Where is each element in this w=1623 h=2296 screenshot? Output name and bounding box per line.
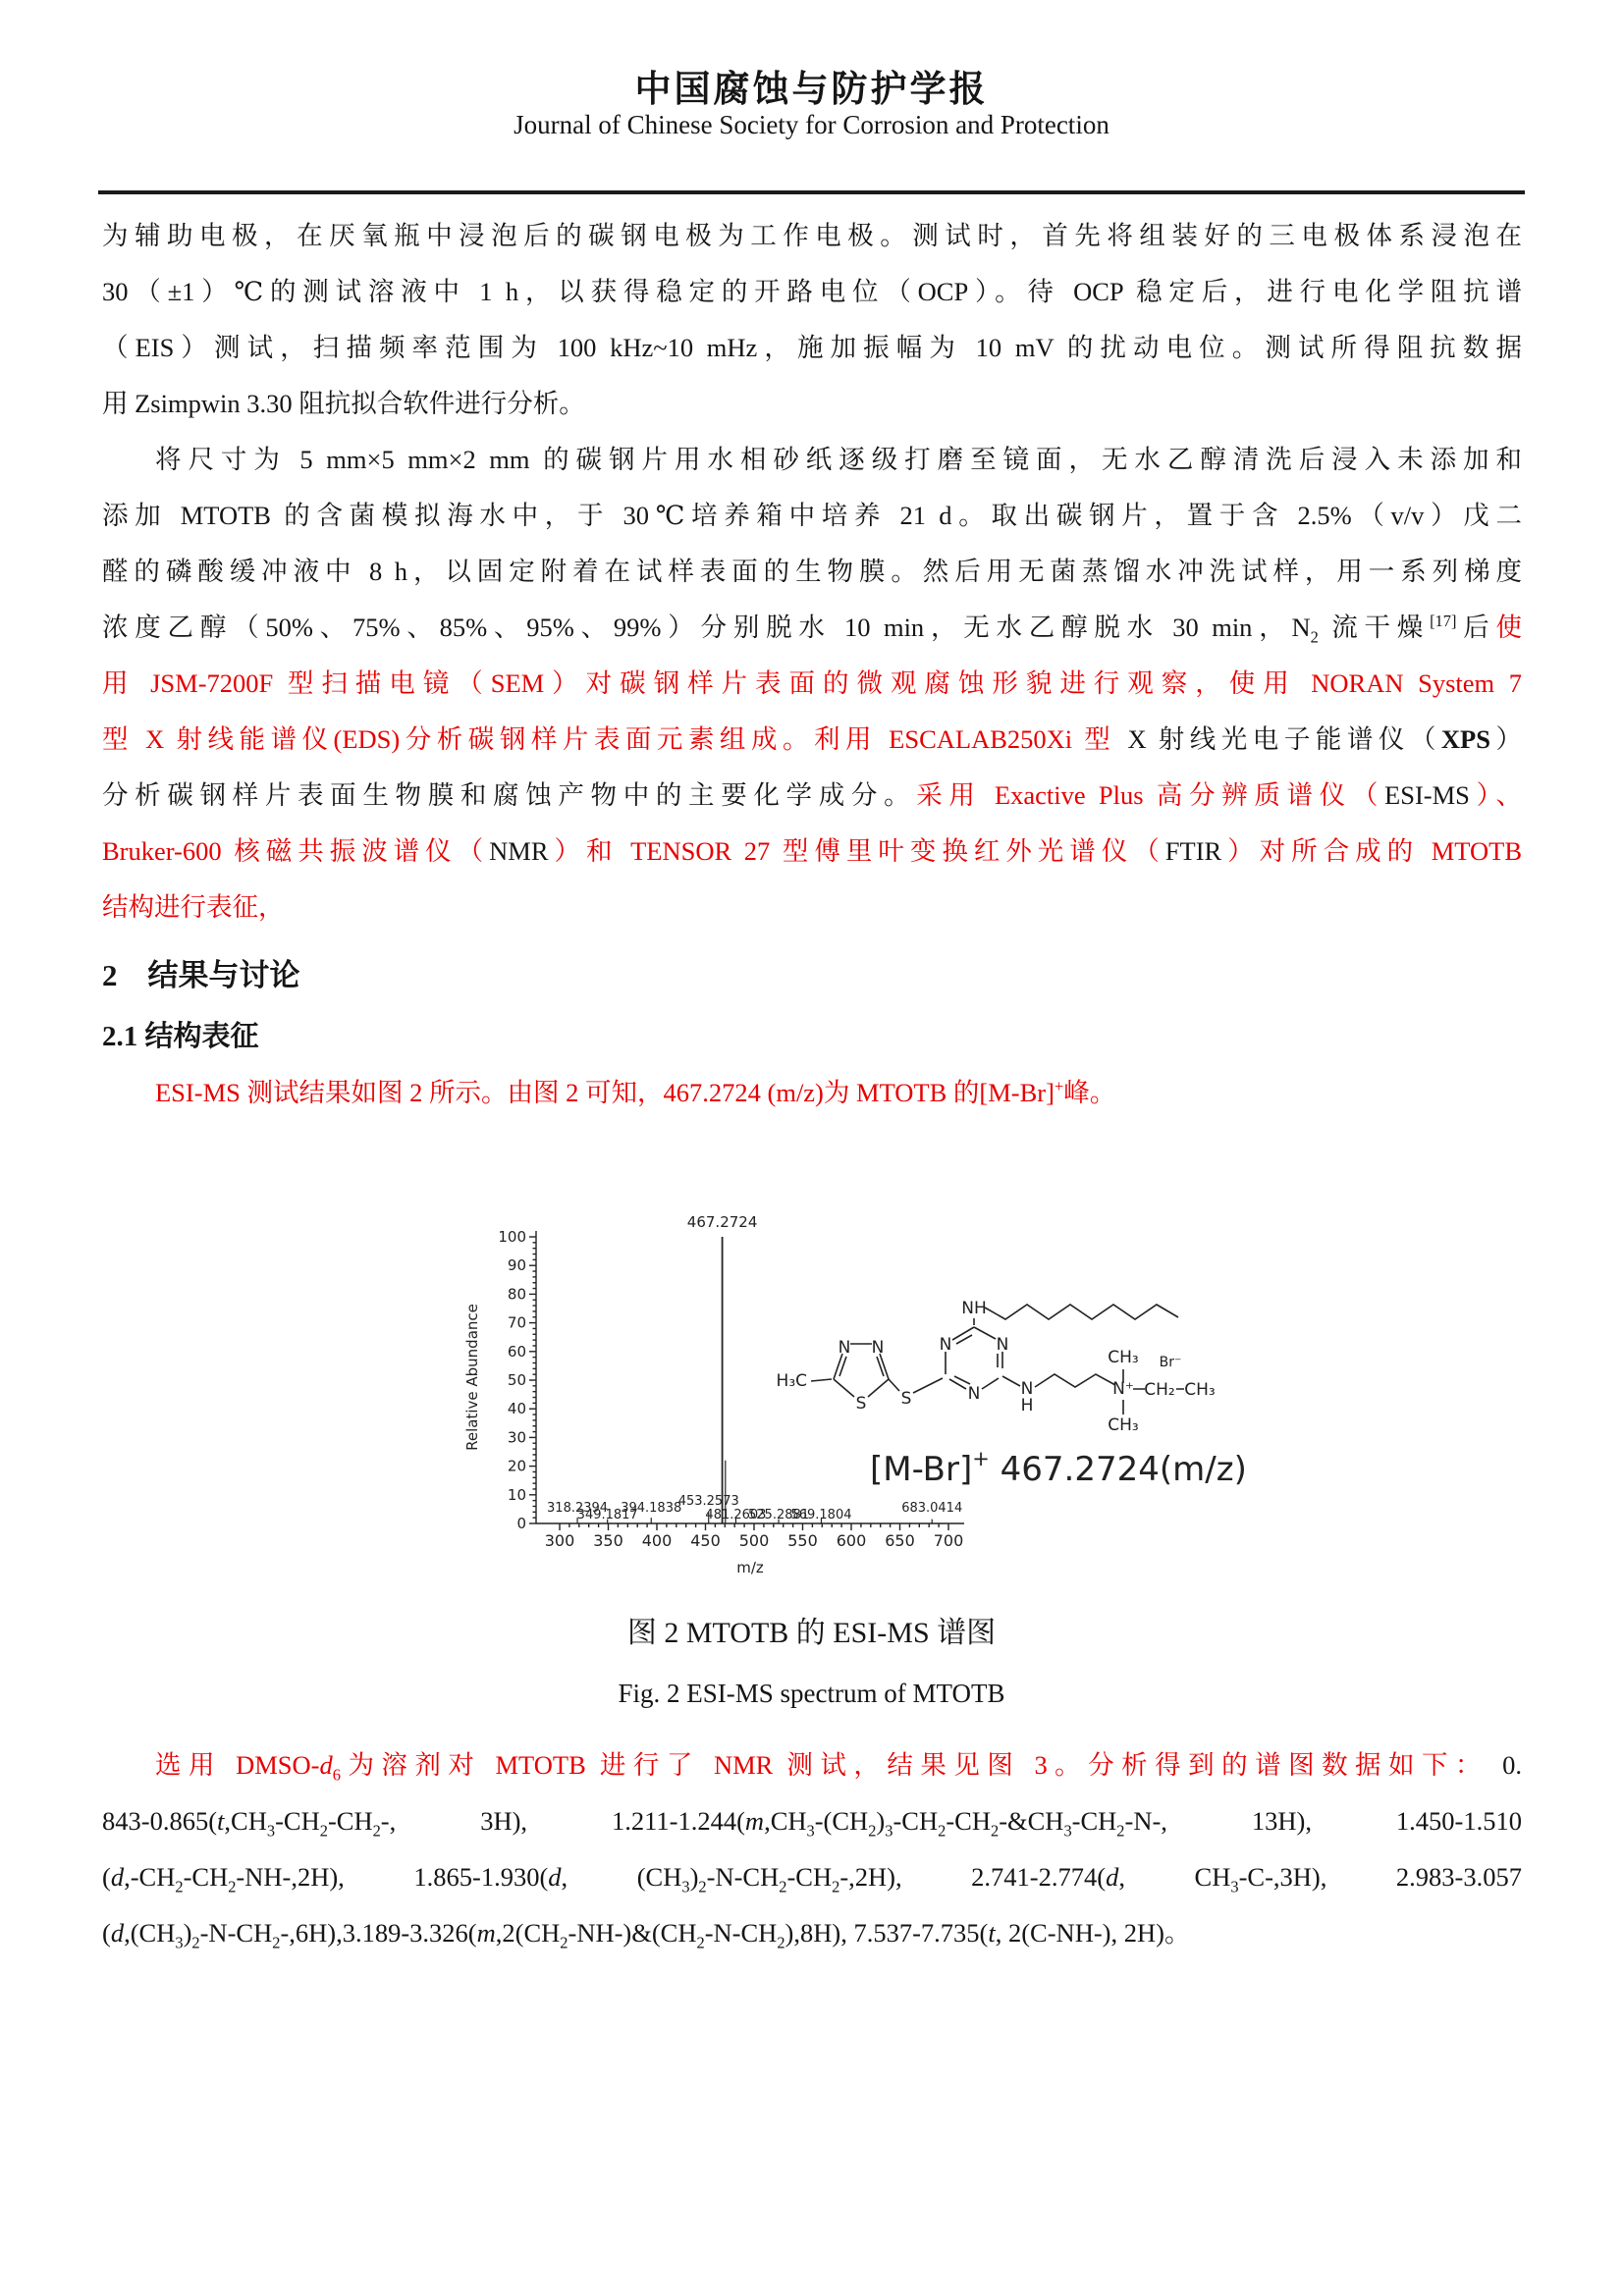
atom-label: N [871,1338,885,1358]
text-line: $843-0.865(t,CH_3-CH_2-CH_2-$, 3H), $1.211-1.244(m,CH_3-(CH_2)_3-CH_2-CH_2-\&CH_3-CH_2-N-$, 13H), 1.450-1.510 [102,1806,1522,1841]
peak-label: 453.2573 [677,1494,739,1509]
text-line: $(d,(CH_3)_2-N-CH_2-,6H),3.189-3.326(m,2(CH_2-NH-)\&(CH_2-N-CH_2),8H)$, 7.537-7.735(t, 2(C-NH-), 2H)。 [102,1918,1191,1952]
y-tick-label: 90 [507,1256,526,1275]
atom-label: N⁺ [1112,1379,1134,1399]
ion-annotation: [M-Br]+ 467.2724(m/z) [870,1447,1247,1489]
atom-label: H [1020,1396,1034,1415]
header-rule [98,190,1525,194]
peak-label: 318.2394 [547,1501,609,1516]
journal-title-zh: 中国腐蚀与防护学报 [634,70,989,110]
peak-label: 683.0414 [901,1501,963,1516]
triazine-double-bonds [954,1335,998,1384]
peak-label: 569.1804 [790,1508,852,1522]
peak-label: 394.1838 [621,1501,682,1516]
atom-label: NH [961,1299,987,1318]
atom-label: CH₂ [1144,1380,1175,1400]
x-tick-label: 550 [787,1531,818,1550]
text-line: 将尺寸为 5 mm×5 mm×2 mm 的碳钢片用水相砂纸逐级打磨至镜面，无水乙醇清洗后浸入未添加和 [155,445,1522,474]
atom-label: N [967,1384,981,1404]
x-tick-label: 500 [738,1531,770,1550]
text-line: 添加 MTOTB 的含菌模拟海水中，于 30℃培养箱中培养 21 d。取出碳钢片，置于含 2.5%（v/v）戊二 [102,501,1522,530]
y-tick-label: 50 [507,1371,526,1389]
atom-label: CH₃ [1184,1380,1216,1400]
text-line: Bruker-600 核磁共振波谱仪（NMR）和 TENSOR 27 型傅里叶变换红外光谱仪（FTIR）对所合成的 MTOTB [102,836,1522,866]
y-axis-title: Relative Abundance [463,1304,481,1451]
triazine-ring-bonds [946,1327,1002,1389]
atom-label: N [1020,1379,1034,1399]
y-tick-label: 10 [507,1485,526,1504]
x-tick-label: 600 [836,1531,867,1550]
x-tick-label: 400 [641,1531,673,1550]
peak-label: 349.1817 [576,1508,638,1522]
esi-ms-figure [442,1207,1247,1610]
amine-bond [1002,1376,1020,1386]
y-tick-label: 60 [507,1342,526,1361]
journal-title-en: Journal of Chinese Society for Corrosion and Protection [514,110,1109,139]
y-tick-label: 100 [498,1228,526,1246]
atom-label: S [855,1394,867,1414]
text-line: 型 X 射线能谱仪(EDS)分析碳钢样片表面元素组成。利用 ESCALAB250Xi 型 X 射线光电子能谱仪（XPS） [102,724,1522,754]
thiadiazole-double-bonds [839,1357,884,1376]
atom-label: H₃C [776,1371,807,1391]
atom-label: N [996,1335,1009,1355]
thioether-bridge-bonds [889,1378,943,1393]
text-line: 30（±1）℃的测试溶液中 1 h，以获得稳定的开路电位（OCP）。待 OCP 稳定后，进行电化学阻抗谱 [102,277,1522,306]
text-line: 用 Zsimpwin 3.30 阻抗拟合软件进行分析。 [102,389,585,418]
atom-label: N [838,1338,851,1358]
y-tick-label: 0 [516,1515,526,1532]
text-line: 用 JSM-7200F 型扫描电镜（SEM）对碳钢样片表面的微观腐蚀形貌进行观察，使用 NORAN System 7 [102,668,1522,698]
x-axis-title: m/z [736,1559,764,1576]
text-line: 浓度乙醇（50%、75%、85%、95%、99%）分别脱水 10 min，无水乙醇脱水 30 min，$N_2$ 流干燥[17]后使 [102,612,1522,647]
body-text-bottom [102,1737,1522,1961]
text-line: $(d,-CH_2-CH_2-NH-,2H)$, 1.865-1.930(d, $(CH_3)_2-N-CH_2-CH_2-,2H$), 2.741-2.774(d, $CH_3-C-,3H$), 2.983-3.057 [102,1862,1522,1896]
figure-caption-en: Fig. 2 ESI-MS spectrum of MTOTB [618,1679,1005,1708]
text-line: 为辅助电极，在厌氧瓶中浸泡后的碳钢电极为工作电极。测试时，首先将组装好的三电极体系浸泡在 [102,221,1522,250]
base-peak-annotation [870,1447,1247,1489]
peak-label: 481.2603 [705,1508,767,1522]
peak-label: 525.2881 [748,1508,810,1522]
base-peak-label: 467.2724 [686,1213,758,1231]
text-line: 醛的磷酸缓冲液中 8 h，以固定附着在试样表面的生物膜。然后用无菌蒸馏水冲洗试样，用一系列梯度 [102,557,1522,586]
section-heading: 2 结果与讨论 [102,958,300,992]
octyl-chain [985,1305,1178,1319]
y-tick-label: 80 [507,1285,526,1304]
atom-label: CH₃ [1108,1348,1139,1367]
text-line: ESI-MS 测试结果如图 2 所示。由图 2 可知，467.2724 (m/z)为 MTOTB 的[M-Br]+峰。 [155,1077,1116,1107]
text-line: 选用 DMSO-$d_6$为溶剂对 MTOTB 进行了 NMR 测试，结果见图 3。分析得到的谱图数据如下： 0. [155,1750,1522,1785]
atom-label: Br⁻ [1159,1355,1182,1370]
text-line: 分析碳钢样片表面生物膜和腐蚀产物中的主要化学成分。采用 Exactive Plus 高分辨质谱仪（ESI-MS）、 [102,780,1522,810]
atom-label: N [939,1335,952,1355]
propyl-chain [1035,1374,1115,1387]
x-tick-label: 650 [885,1531,915,1550]
figure-caption-zh: 图 2 MTOTB 的 ESI-MS 谱图 [626,1617,997,1649]
text-line: 结构进行表征， [102,892,285,922]
y-tick-label: 70 [507,1313,526,1332]
y-tick-label: 40 [507,1400,526,1418]
y-tick-label: 30 [507,1428,526,1447]
esi-ms-spectrum [442,1207,1247,1610]
x-tick-label: 700 [933,1531,964,1550]
x-tick-label: 300 [544,1531,575,1550]
atom-label: CH₃ [1108,1415,1139,1435]
atom-label: S [900,1389,912,1409]
body-text-top [102,208,1522,1121]
subsection-heading: 2.1 结构表征 [102,1021,259,1052]
x-tick-label: 450 [690,1531,721,1550]
x-tick-label: 350 [593,1531,623,1550]
methyl-bond [811,1379,832,1381]
y-tick-label: 20 [507,1457,526,1475]
text-line: （EIS）测试，扫描频率范围为 100 kHz~10 mHz，施加振幅为 10 mV 的扰动电位。测试所得阻抗数据 [102,333,1522,362]
